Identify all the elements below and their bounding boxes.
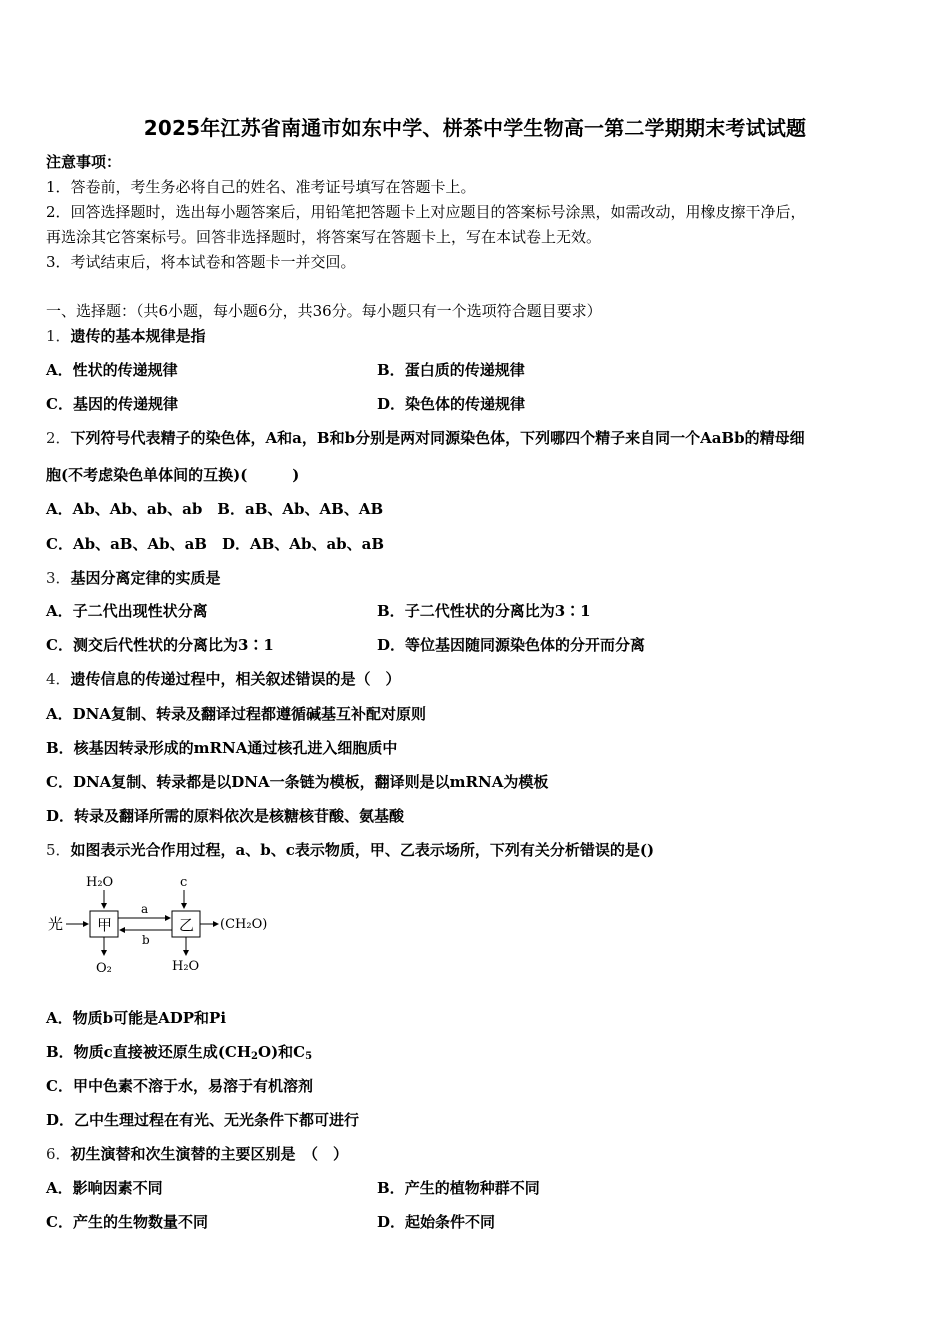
q4-option-c[interactable]: C．DNA复制、转录都是以DNA一条链为模板，翻译则是以mRNA为模板: [46, 773, 549, 791]
question-number: 6．: [46, 1145, 71, 1163]
option-text: 起始条件不同: [405, 1213, 496, 1231]
notice-heading: 注意事项：: [46, 153, 122, 171]
light-label: 光: [48, 915, 64, 933]
o2-label: O₂: [96, 961, 112, 976]
question-1: [46, 326, 206, 346]
subscript: 2: [251, 1051, 258, 1062]
subscript: 5: [305, 1051, 313, 1062]
option-text: 染色体的传递规律: [405, 395, 526, 413]
option-label: D．: [377, 395, 406, 413]
option-label: B．: [377, 1179, 405, 1197]
q3-option-c[interactable]: [46, 635, 274, 655]
q3-option-b[interactable]: [377, 601, 591, 621]
option-text: 子二代性状的分离比为3∶1: [404, 602, 591, 620]
option-text: 产生的植物种群不同: [404, 1179, 540, 1197]
option-text: B．物质c直接被还原生成(CH: [46, 1043, 252, 1061]
question-text: 下列符号代表精子的染色体，A和a，B和b分别是两对同源染色体，下列哪四个精子来自同一个AaBb的精母细: [70, 429, 805, 447]
q5-option-a[interactable]: A．物质b可能是ADP和Pi: [46, 1009, 227, 1027]
question-number: 1．: [46, 327, 71, 345]
question-2: [46, 428, 805, 448]
q4-option-a[interactable]: A．DNA复制、转录及翻译过程都遵循碱基互补配对原则: [46, 705, 426, 723]
option-text: 测交后代性状的分离比为3∶1: [72, 636, 274, 654]
option-label: C．: [46, 395, 73, 413]
question-text: 初生演替和次生演替的主要区别是 （ ）: [70, 1145, 349, 1163]
h2o-output-label: H₂O: [172, 959, 200, 974]
c-label: c: [180, 875, 188, 890]
q2-options-cd[interactable]: C．Ab、aB、Ab、aB D．AB、Ab、ab、aB: [46, 535, 385, 553]
q1-option-b[interactable]: [377, 360, 525, 380]
question-text: 基因分离定律的实质是: [70, 569, 221, 587]
q1-option-c[interactable]: [46, 394, 178, 414]
jia-label: 甲: [97, 916, 113, 934]
option-label: C．: [46, 1213, 73, 1231]
q6-option-a[interactable]: [46, 1178, 163, 1198]
question-number: 5．: [46, 841, 71, 859]
question-text: 遗传信息的传递过程中，相关叙述错误的是（ ）: [70, 670, 401, 688]
q6-option-b[interactable]: [377, 1178, 540, 1198]
q4-option-d[interactable]: D．转录及翻译所需的原料依次是核糖核苷酸、氨基酸: [46, 807, 405, 825]
q5-option-c[interactable]: C．甲中色素不溶于水，易溶于有机溶剂: [46, 1077, 313, 1095]
question-4: [46, 669, 401, 689]
q6-option-c[interactable]: [46, 1212, 208, 1232]
page-title: 2025年江苏省南通市如东中学、栟茶中学生物高一第二学期期末考试试题: [143, 116, 807, 140]
q1-option-a[interactable]: [46, 360, 178, 380]
option-text: 产生的生物数量不同: [72, 1213, 208, 1231]
q5-option-d[interactable]: D．乙中生理过程在有光、无光条件下都可进行: [46, 1111, 360, 1129]
question-6: [46, 1144, 348, 1164]
option-label: B．: [377, 602, 405, 620]
option-text: O)和C: [258, 1043, 306, 1061]
q6-option-d[interactable]: [377, 1212, 495, 1232]
option-text: 影响因素不同: [72, 1179, 163, 1197]
question-number: 2．: [46, 429, 71, 447]
q1-option-d[interactable]: [377, 394, 525, 414]
notice-item-1: 1．答卷前，考生务必将自己的姓名、准考证号填写在答题卡上。: [46, 178, 476, 196]
option-label: A．: [46, 1179, 73, 1197]
option-label: C．: [46, 636, 73, 654]
question-3: [46, 568, 221, 588]
a-label: a: [141, 902, 149, 916]
h2o-input-label: H₂O: [86, 875, 114, 890]
option-text: 基因的传递规律: [72, 395, 178, 413]
q3-option-a[interactable]: [46, 601, 208, 621]
question-text: 如图表示光合作用过程，a、b、c表示物质，甲、乙表示场所，下列有关分析错误的是(): [70, 841, 655, 859]
notice-item-2a: 2．回答选择题时，选出每小题答案后，用铅笔把答题卡上对应题目的答案标号涂黑，如需改动，用橡皮擦干净后，: [46, 203, 806, 221]
section-heading: 一、选择题：（共6小题，每小题6分，共36分。每小题只有一个选项符合题目要求）: [46, 302, 602, 320]
option-label: D．: [377, 1213, 406, 1231]
option-text: 性状的传递规律: [72, 361, 178, 379]
question-text: 遗传的基本规律是指: [70, 327, 206, 345]
option-label: D．: [377, 636, 406, 654]
yi-label: 乙: [179, 916, 195, 934]
option-text: 等位基因随同源染色体的分开而分离: [405, 636, 646, 654]
b-label: b: [142, 933, 150, 947]
photosynthesis-diagram: [46, 870, 286, 980]
notice-item-2b: 再选涂其它答案标号。回答非选择题时，将答案写在答题卡上，写在本试卷上无效。: [46, 228, 602, 246]
option-label: A．: [46, 602, 73, 620]
question-2-cont: 胞(不考虑染色单体间的互换)( ): [46, 466, 300, 484]
option-label: A．: [46, 361, 73, 379]
notice-item-3: 3．考试结束后，将本试卷和答题卡一并交回。: [46, 253, 356, 271]
q2-options-ab[interactable]: A．Ab、Ab、ab、ab B．aB、Ab、AB、AB: [46, 500, 384, 518]
ch2o-label: (CH₂O): [220, 917, 268, 932]
question-number: 4．: [46, 670, 71, 688]
q4-option-b[interactable]: B．核基因转录形成的mRNA通过核孔进入细胞质中: [46, 739, 398, 757]
question-number: 3．: [46, 569, 71, 587]
option-label: B．: [377, 361, 405, 379]
question-5: [46, 840, 654, 860]
q5-option-b[interactable]: [46, 1042, 312, 1067]
q3-option-d[interactable]: [377, 635, 645, 655]
option-text: 蛋白质的传递规律: [404, 361, 525, 379]
option-text: 子二代出现性状分离: [72, 602, 208, 620]
